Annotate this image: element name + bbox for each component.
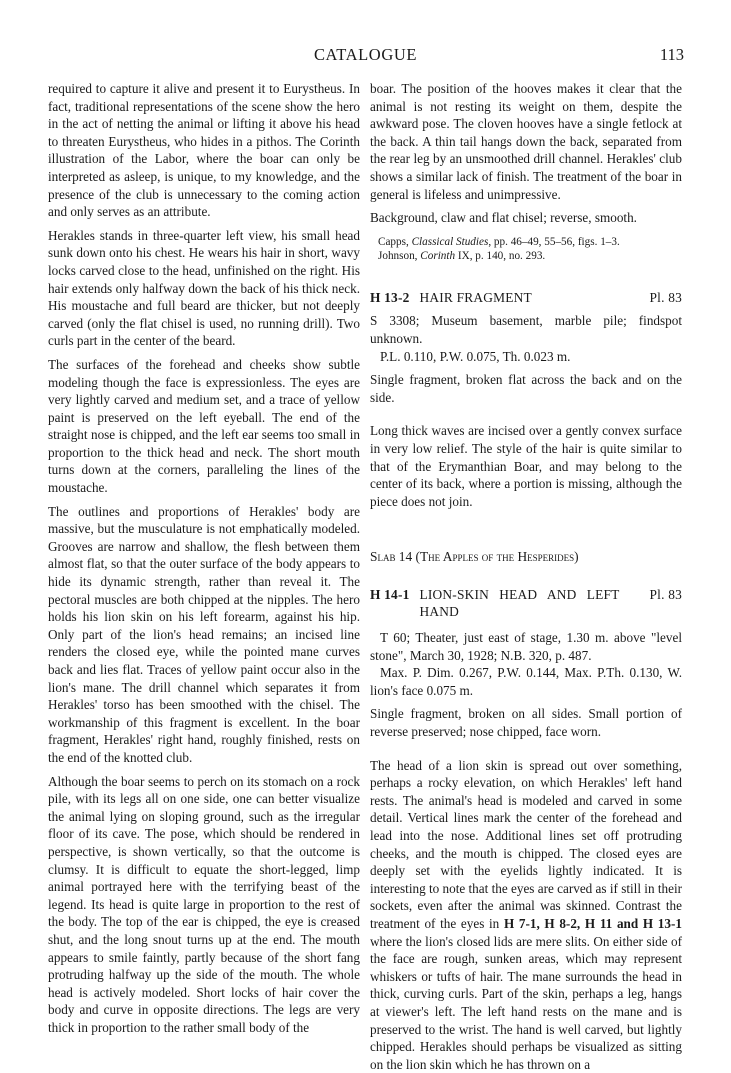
paragraph: The outlines and proportions of Herakles' body are massive, but the musculature is not emphatically modeled. Grooves are narrow and shallow, the flesh between them almost flat, so that the outer surface of the body appears to hide its dynamic strength, rather than reveal it. The pectoral muscles are both chipped at the nipples. The hero holds his lion skin on his left forearm, against his hip. Only part of the lion's head remains; an incised line renders the closed eye, while the pointed mane curves back and lies flat. Traces of yellow paint occur also in the lion's mane. The drill channel which separates it from Herakles' torso has been smoothed with the chisel. The workmanship of this fragment is excellent. In the boar fragment, Herakles' right hand, roughly finished, rests on the end of the knotted club. [48,503,360,765]
right-column [370,80,682,1073]
inventory-line: T 60; Theater, just east of stage, 1.30 m. above "level stone", March 30, 1928; N.B. 320, p. 487. [370,630,682,663]
entry-description: Long thick waves are incised over a gently convex surface in very low relief. The style of the hair is quite similar to that of the Erymanthian Boar, and may belong to the center of its back, where a portion is missing, although the piece does not join. [370,423,682,509]
reference-item: Johnson, Corinth IX, p. 140, no. 293. [378,249,546,262]
references [370,235,682,263]
running-title: CATALOGUE [313,45,418,64]
dimensions-line: Max. P. Dim. 0.267, P.W. 0.144, Max. P.Th. 0.130, W. lion's face 0.075 m. [370,665,682,698]
entry-number: H 14-1 [370,586,410,602]
paragraph: boar. The position of the hooves makes it clear that the animal is not resting its weight on them, despite the awkward pose. The cloven hooves have a single fetlock at the back. A thin tail hangs down the back, separated from the rear leg by an unsmoothed drill channel. Herakles' club shows a similar lack of finish. The treatment of the boar in general is lifeless and unimpressive. [370,81,682,202]
paragraph: The surfaces of the forehead and cheeks show subtle modeling though the face is expressionless. The eyes are very lightly carved and medium set, and a trace of yellow paint is preserved on the left eyeball. The end of the straight nose is chipped, and the left ear seems too small in proportion to the thick head and neck. The short mouth turns down at the corners, paralleling the lines of the moustache. [48,356,360,496]
dimensions-line: P.L. 0.110, P.W. 0.075, Th. 0.023 m. [380,348,571,364]
tools-note: Background, claw and flat chisel; reverse, smooth. [370,210,637,226]
condition-line: Single fragment, broken on all sides. Small portion of reverse preserved; nose chipped, face worn. [370,706,682,740]
plate-ref: Pl. 83 [649,289,682,305]
entry-heading [370,289,682,307]
entry-title: HAIR FRAGMENT [419,289,532,305]
plate-ref: Pl. 83 [649,586,682,602]
entry-number: H 13-2 [370,289,410,305]
paragraph: Herakles stands in three-quarter left view, his small head sunk down onto his chest. He wears his hair in short, wavy locks carved close to the head, unfinished on the right. His hair extends only halfway down the back of his thick neck. His moustache and full beard are thicker, but not deeply carved (only the flat chisel is used, no running drill). Two curls part in the center of the beard. [48,227,360,349]
entry-title: LION-SKIN HEAD AND LEFT HAND [419,586,620,620]
reference-item: Capps, Classical Studies, pp. 46–49, 55–56, figs. 1–3. [378,235,620,248]
slab-heading: Slab 14 (The Apples of the Hesperides) [370,549,579,565]
entry-heading [370,586,682,621]
condition-line: Single fragment, broken flat across the back and on the side. [370,372,682,405]
paragraph: Although the boar seems to perch on its stomach on a rock pile, with its legs all on one side, one can better visualize the animal lying on sloping ground, such as the irregular floor of its cave. The pose, which should be rendered in perspective, is shown vertically, so that the outcome is clumsy. It is difficult to equate the short-legged, limp animal portrayed here with the terrifying beast of the legend. Its head is quite large in proportion to the rest of the body. The top of the ear is chipped, the eye is creased shut, and the long snout turns up at the end. The mouth appears to smile faintly, partly because of the short fang protruding halfway up the side of the mouth. The whole head is actively modeled. Short locks of hair cover the body and curve in opposite directions. The legs are very thick in proportion to the rather small body of the [48,773,360,1035]
left-column [48,80,360,1036]
entry-description: The head of a lion skin is spread out over something, perhaps a rocky elevation, on which Herakles' left hand rests. The animal's head is modeled and carved in some detail. Vertical lines mark the center of the forehead and lead into the nose. Additional lines set off protruding cheeks, and the mouth is chipped. The closed eyes are deeply set with the eyelids lightly indicated. It is interesting to note that the eyes are carved as if still in their sockets, even after the animal was skinned. Contrast the treatment of the eyes in H 7-1, H 8-2, H 11 and H 13-1 where the lion's closed lids are mere slits. On either side of the face are rough, sunken areas, which may represent whiskers or tufts of hair. The mane surrounds the head in thick, curving curls. Part of the skin, perhaps a leg, hangs at viewer's left. The left hand rests on the mane and is preserved to the wrist. The hand is well carved, but lightly chipped. Herakles should perhaps be visualized as sitting on the lion skin which he has thrown on a [370,757,682,1072]
paragraph: required to capture it alive and present it to Eurystheus. In fact, traditional representations of the scene show the hero in the act of netting the animal or lifting it above his head to threaten Eurystheus, who hides in a pithos. The Corinth illustration of the Labor, where the boar can only be interpreted as asleep, is unique, to my knowledge, and the presence of the club is unnecessary to the coming action and only serves as an attribute. [48,81,360,220]
page-number: 113 [659,45,684,64]
inventory-line: S 3308; Museum basement, marble pile; findspot unknown. [370,313,682,346]
cross-references: H 7-1, H 8-2, H 11 and H 13-1 [503,915,682,931]
